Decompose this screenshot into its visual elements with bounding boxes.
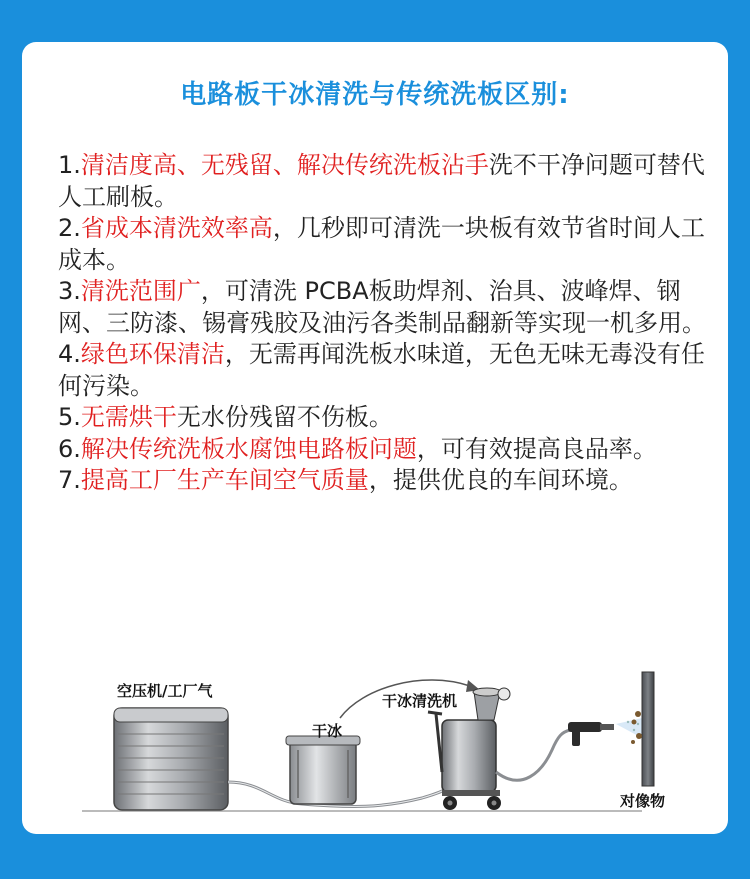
list-item [58,150,708,213]
item-number: 1. [58,151,81,179]
cleaning-setup-diagram [22,622,728,822]
item-highlight: 无需烘干 [80,403,177,431]
blast-hose [496,730,570,780]
item-text: ，可清洗 PCBA板助焊剂、治具、波峰焊、钢网、三防漆、锡膏残胶及油污各类制品翻新等实现一机多用。 [58,277,706,337]
item-highlight: 解决传统洗板水腐蚀电路板问题 [80,434,417,463]
item-text: ，无需再闻洗板水味道，无色无味无毒没有任何污染。 [58,340,705,400]
item-highlight: 清洗范围广 [80,277,201,305]
compressor-icon [114,708,228,810]
blast-gun-icon [568,722,614,746]
item-text: 洗不干净问题可替代人工刷板。 [58,151,705,211]
content-card [22,42,728,834]
item-text: 无水份残留不伤板。 [176,403,393,431]
list-item [58,339,708,402]
feature-list [58,150,708,497]
target-label: 对像物 [620,792,666,810]
compressor-label: 空压机/工厂气 [117,682,213,700]
list-item [58,465,708,497]
item-number: 3. [58,277,81,305]
item-text: ，提供优良的车间环境。 [368,466,633,494]
item-highlight: 绿色环保清洁 [80,340,225,368]
dry-ice-label: 干冰 [312,722,343,740]
item-number: 5. [58,403,81,431]
item-number: 6. [58,434,81,463]
page-title: 电路板干冰清洗与传统洗板区别: [180,80,570,110]
list-item [58,213,708,276]
item-highlight: 提高工厂生产车间空气质量 [80,466,369,494]
list-item [58,434,708,466]
item-highlight: 清洁度高、无残留、解决传统洗板沾手 [80,151,489,179]
item-text: ，几秒即可清洗一块板有效节省时间人工成本。 [58,214,705,274]
list-item [58,276,708,339]
machine-label: 干冰清洗机 [382,692,458,710]
dry-ice-container-icon [286,736,360,804]
list-item [58,402,708,434]
item-number: 7. [58,466,81,494]
item-number: 2. [58,214,81,242]
item-text: ，可有效提高良品率。 [416,434,657,463]
item-number: 4. [58,340,81,368]
item-highlight: 省成本清洗效率高 [80,214,273,242]
